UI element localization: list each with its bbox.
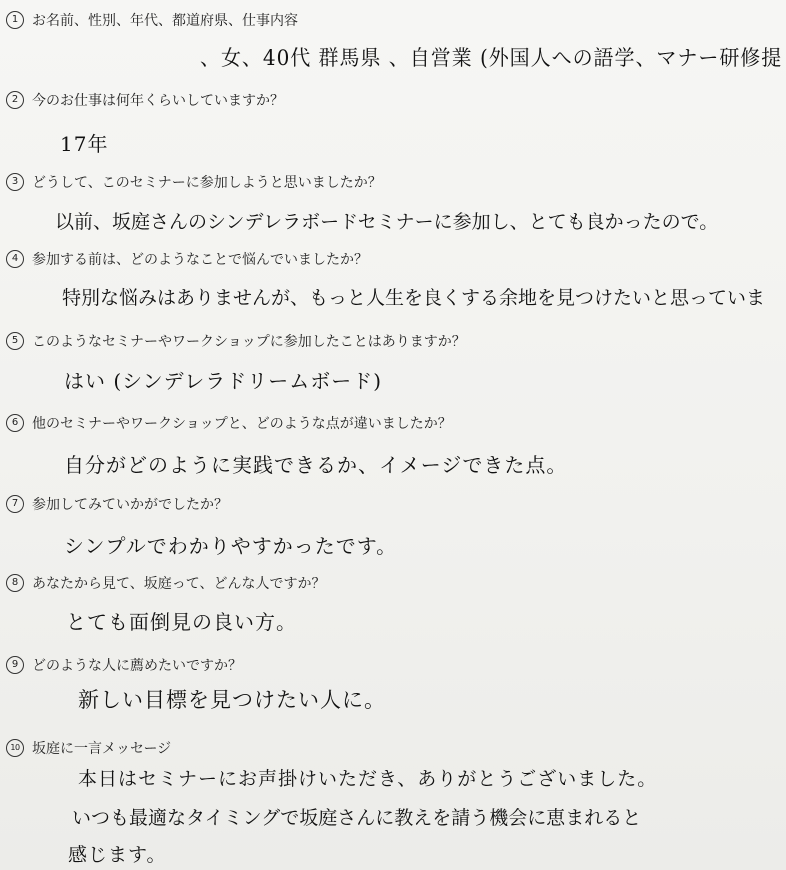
question-8 xyxy=(6,573,325,593)
answer-7: シンプルでわかりやすかったです。 xyxy=(64,534,398,558)
question-number: 5 xyxy=(6,332,24,350)
question-number: 3 xyxy=(6,173,24,191)
answer-5: はい (シンデレラドリームボード) xyxy=(64,369,383,393)
question-number: 7 xyxy=(6,495,24,513)
answer-10-line-1: 本日はセミナーにお声掛けいただき、ありがとうございました。 xyxy=(78,768,658,790)
answer-10-line-3: 感じます。 xyxy=(68,844,167,866)
question-5 xyxy=(6,331,466,351)
question-text: あなたから見て、坂庭って、どんな人ですか？ xyxy=(32,576,326,592)
question-2 xyxy=(6,90,284,110)
answer-4: 特別な悩みはありませんが、もっと人生を良くする余地を見つけたいと思っていま xyxy=(62,287,766,309)
question-text: 他のセミナーやワークショップと、どのような点が違いましたか？ xyxy=(32,416,452,432)
question-9 xyxy=(6,655,242,675)
question-4 xyxy=(6,249,368,269)
question-text: 参加してみていかがでしたか？ xyxy=(32,497,228,513)
question-number: 1 xyxy=(6,11,24,29)
question-number: 10 xyxy=(6,739,24,757)
question-text: 坂庭に一言メッセージ xyxy=(32,741,172,757)
question-text: お名前、性別、年代、都道府県、仕事内容 xyxy=(32,13,298,29)
question-1 xyxy=(6,10,298,30)
question-text: どうして、このセミナーに参加しようと思いましたか？ xyxy=(32,175,382,191)
question-6 xyxy=(6,413,452,433)
question-text: どのような人に薦めたいですか？ xyxy=(32,658,242,674)
question-number: 8 xyxy=(6,574,24,592)
question-number: 4 xyxy=(6,250,24,268)
question-number: 6 xyxy=(6,414,24,432)
question-10 xyxy=(6,738,171,758)
answer-3: 以前、坂庭さんのシンデレラボードセミナーに参加し、とても良かったので。 xyxy=(55,211,719,233)
answer-2: 17年 xyxy=(60,132,109,156)
answer-6: 自分がどのように実践できるか、イメージできた点。 xyxy=(64,453,568,477)
question-text: 今のお仕事は何年くらいしていますか？ xyxy=(32,93,284,109)
answer-9: 新しい目標を見つけたい人に。 xyxy=(78,688,386,712)
question-text: このようなセミナーやワークショップに参加したことはありますか？ xyxy=(32,334,466,350)
question-7 xyxy=(6,494,228,514)
question-text: 参加する前は、どのようなことで悩んでいましたか？ xyxy=(32,252,368,268)
answer-10-line-2: いつも最適なタイミングで坂庭さんに教えを請う機会に恵まれると xyxy=(72,807,642,829)
answer-8: とても面倒見の良い方。 xyxy=(66,610,297,634)
question-3 xyxy=(6,172,382,192)
answer-1: 、女、40代 群馬県 、自営業 (外国人への語学、マナー研修提 xyxy=(200,46,783,70)
question-number: 9 xyxy=(6,656,24,674)
question-number: 2 xyxy=(6,91,24,109)
